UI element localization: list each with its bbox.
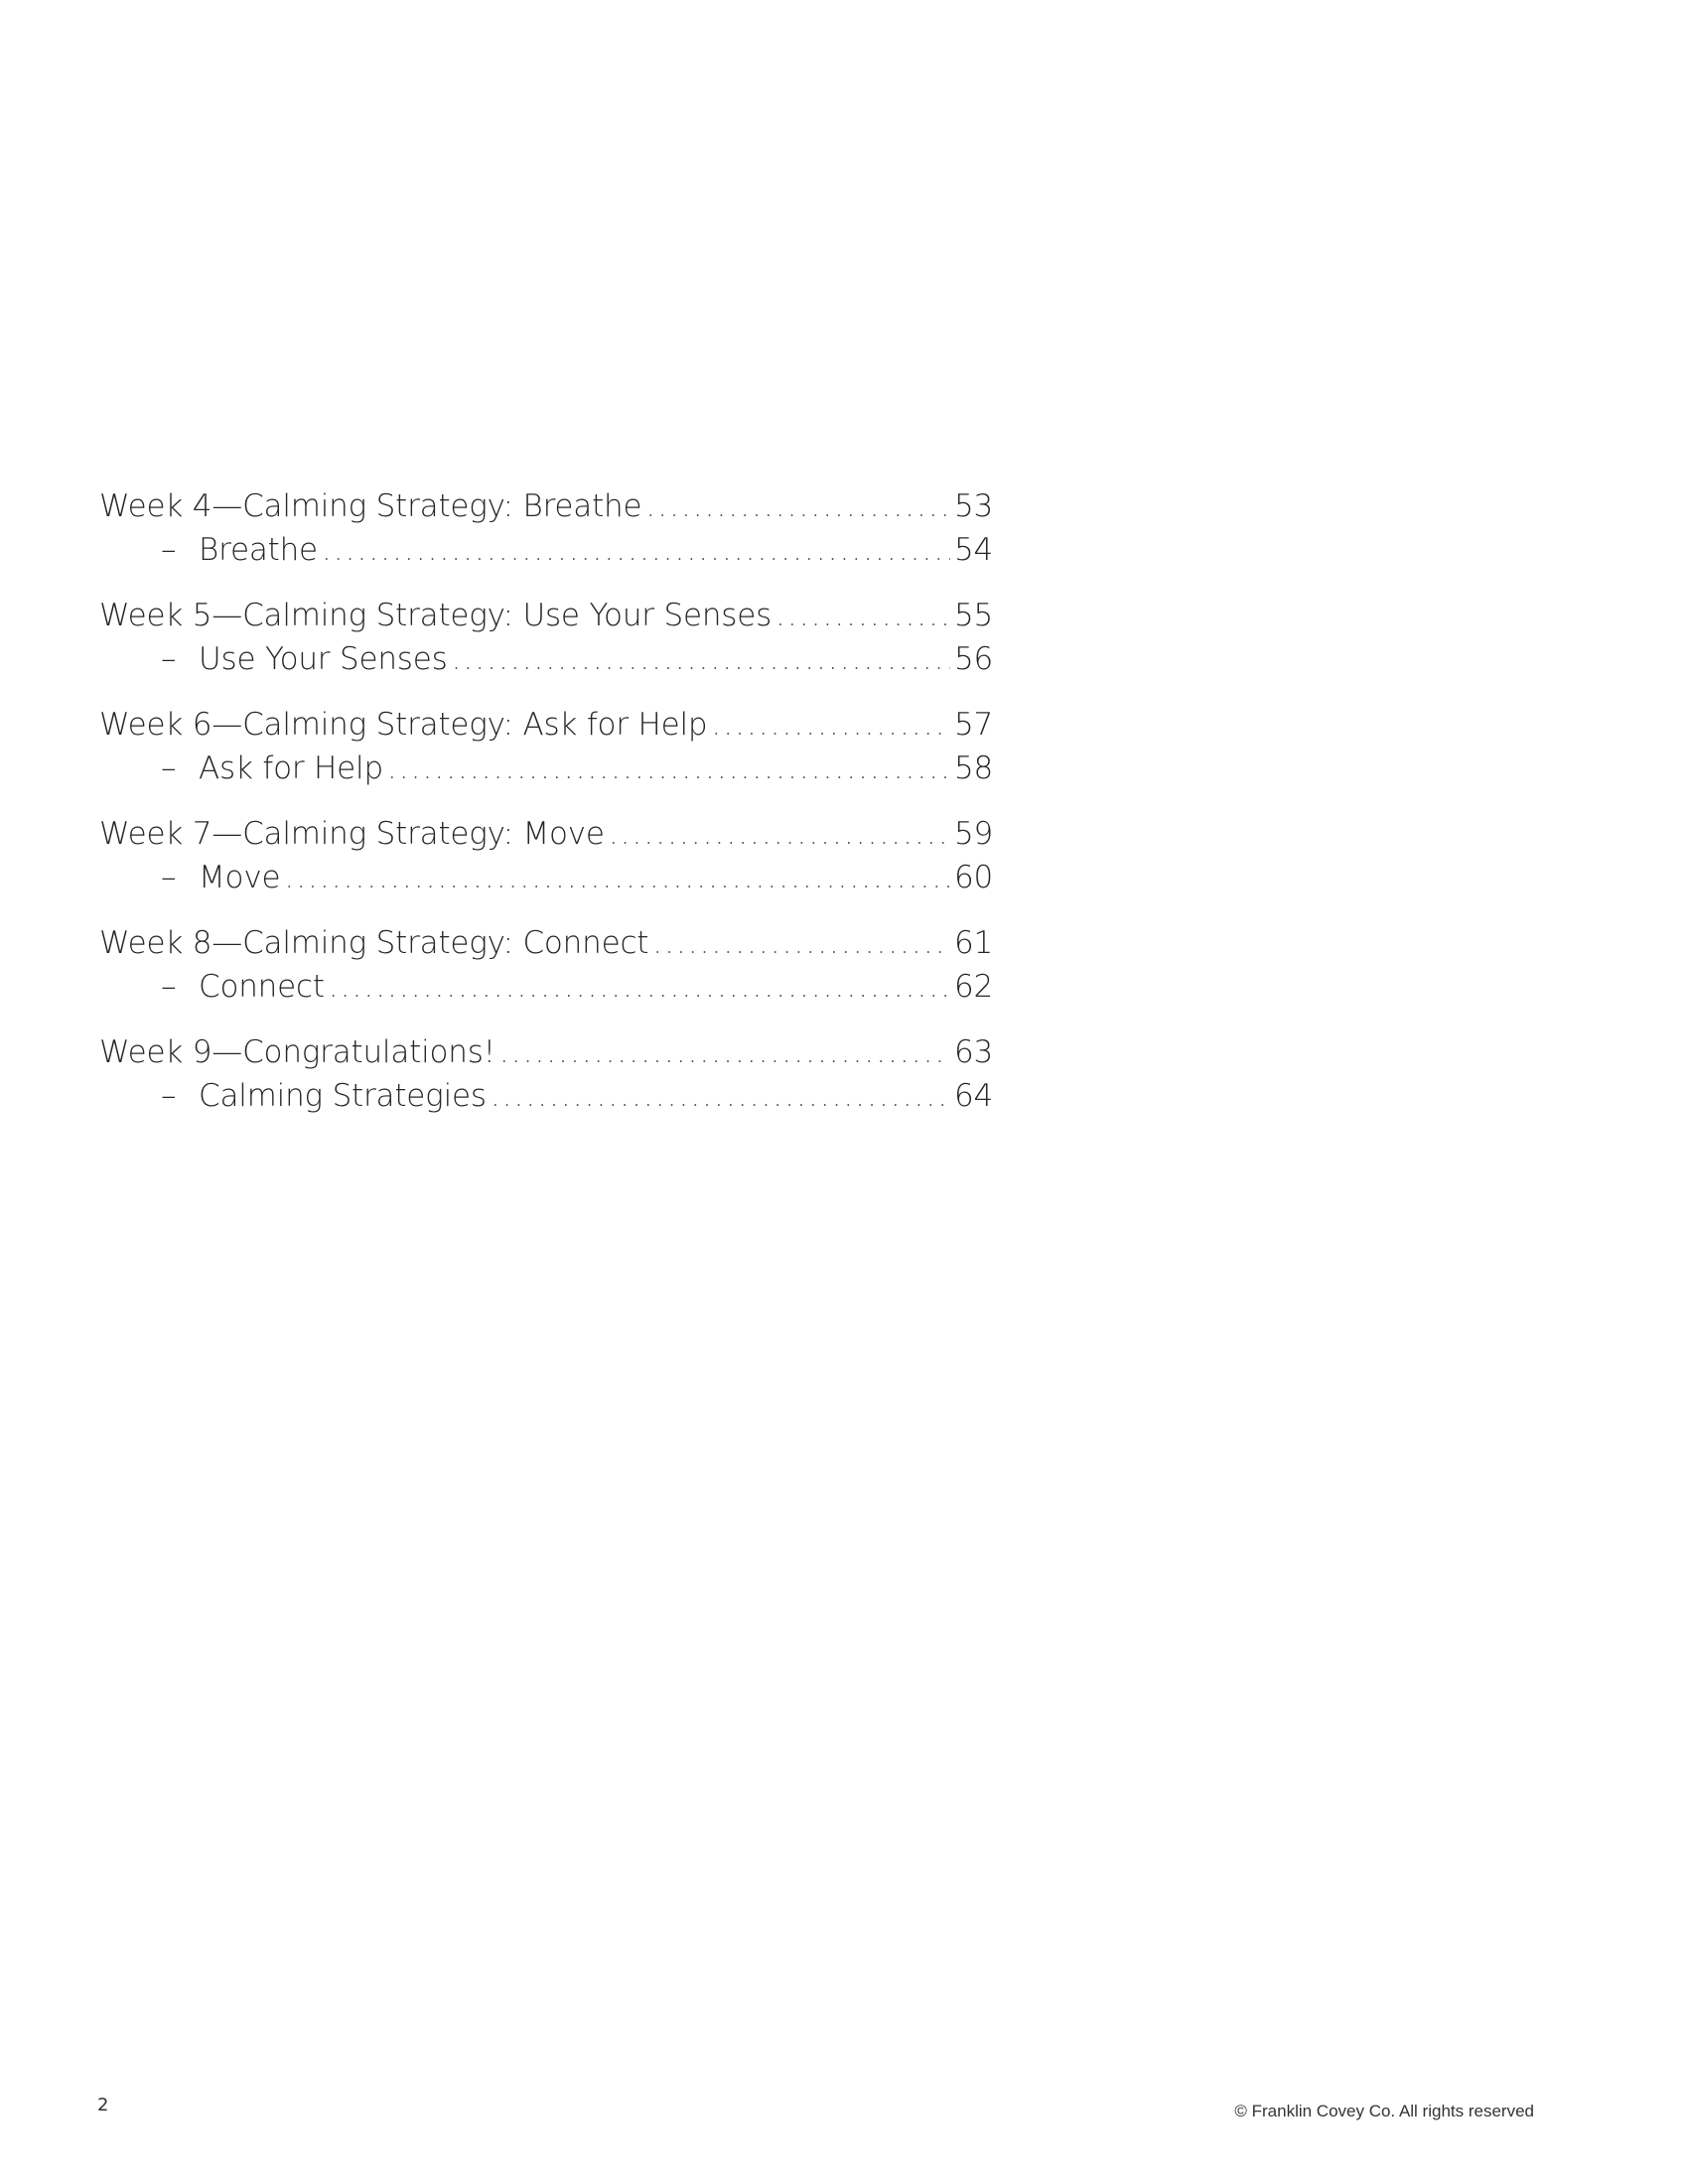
toc-group-week-9 — [99, 1030, 993, 1118]
dot-leader — [452, 637, 950, 681]
toc-subentry-page: 58 — [953, 751, 993, 786]
dot-leader — [609, 812, 950, 856]
toc-group-week-4 — [99, 484, 993, 572]
toc-entry-title: Week 8—Calming Strategy: Connect — [99, 925, 649, 961]
toc-group-week-6 — [99, 703, 993, 790]
subentry-dash: – — [161, 969, 177, 1005]
toc-entry[interactable] — [99, 484, 993, 528]
toc-subentry-page: 60 — [953, 860, 993, 895]
toc-group-week-8 — [99, 921, 993, 1009]
copyright-notice: © Franklin Covey Co. All rights reserved — [1234, 2102, 1534, 2120]
toc-entry[interactable] — [99, 921, 993, 965]
toc-subentry-page: 54 — [953, 532, 993, 568]
toc-entry-page: 59 — [953, 816, 993, 852]
toc-subentry-title: Connect — [199, 969, 325, 1005]
page-number: 2 — [97, 2095, 109, 2116]
toc-group-week-7 — [99, 812, 993, 899]
toc-entry-title: Week 6—Calming Strategy: Ask for Help — [99, 707, 708, 743]
dot-leader — [775, 594, 950, 637]
toc-entry-page: 57 — [953, 707, 993, 743]
toc-subentry-title: Ask for Help — [199, 751, 383, 786]
toc-entry-page: 55 — [953, 598, 993, 633]
subentry-dash: – — [161, 532, 177, 568]
toc-entry[interactable] — [99, 594, 993, 637]
toc-subentry[interactable] — [99, 1074, 993, 1118]
dot-leader — [284, 856, 950, 899]
subentry-dash: – — [161, 641, 177, 677]
toc-subentry-title: Use Your Senses — [199, 641, 448, 677]
toc-subentry[interactable] — [99, 637, 993, 681]
toc-subentry-title: Calming Strategies — [199, 1078, 487, 1114]
subentry-dash: – — [161, 751, 177, 786]
dot-leader — [711, 703, 950, 747]
subentry-dash: – — [161, 860, 177, 895]
toc-entry-page: 63 — [953, 1034, 993, 1070]
toc-subentry[interactable] — [99, 965, 993, 1009]
toc-group-week-5 — [99, 594, 993, 681]
dot-leader — [387, 747, 950, 790]
dot-leader — [499, 1030, 950, 1074]
toc-subentry-title: Move — [199, 860, 281, 895]
toc-entry[interactable] — [99, 1030, 993, 1074]
toc-entry-page: 53 — [953, 488, 993, 524]
toc-entry[interactable] — [99, 812, 993, 856]
toc-subentry[interactable] — [99, 747, 993, 790]
toc-subentry-title: Breathe — [199, 532, 318, 568]
dot-leader — [322, 528, 950, 572]
toc-entry-page: 61 — [953, 925, 993, 961]
toc-entry-title: Week 7—Calming Strategy: Move — [99, 816, 605, 852]
toc-entry[interactable] — [99, 703, 993, 747]
dot-leader — [652, 921, 950, 965]
subentry-dash: – — [161, 1078, 177, 1114]
dot-leader — [329, 965, 950, 1009]
table-of-contents — [99, 484, 993, 1140]
toc-subentry[interactable] — [99, 528, 993, 572]
toc-entry-title: Week 5—Calming Strategy: Use Your Senses — [99, 598, 773, 633]
toc-entry-title: Week 9—Congratulations! — [99, 1034, 495, 1070]
dot-leader — [645, 484, 950, 528]
toc-subentry-page: 62 — [953, 969, 993, 1005]
toc-subentry-page: 64 — [953, 1078, 993, 1114]
toc-entry-title: Week 4—Calming Strategy: Breathe — [99, 488, 642, 524]
toc-subentry[interactable] — [99, 856, 993, 899]
toc-subentry-page: 56 — [953, 641, 993, 677]
dot-leader — [491, 1074, 950, 1118]
